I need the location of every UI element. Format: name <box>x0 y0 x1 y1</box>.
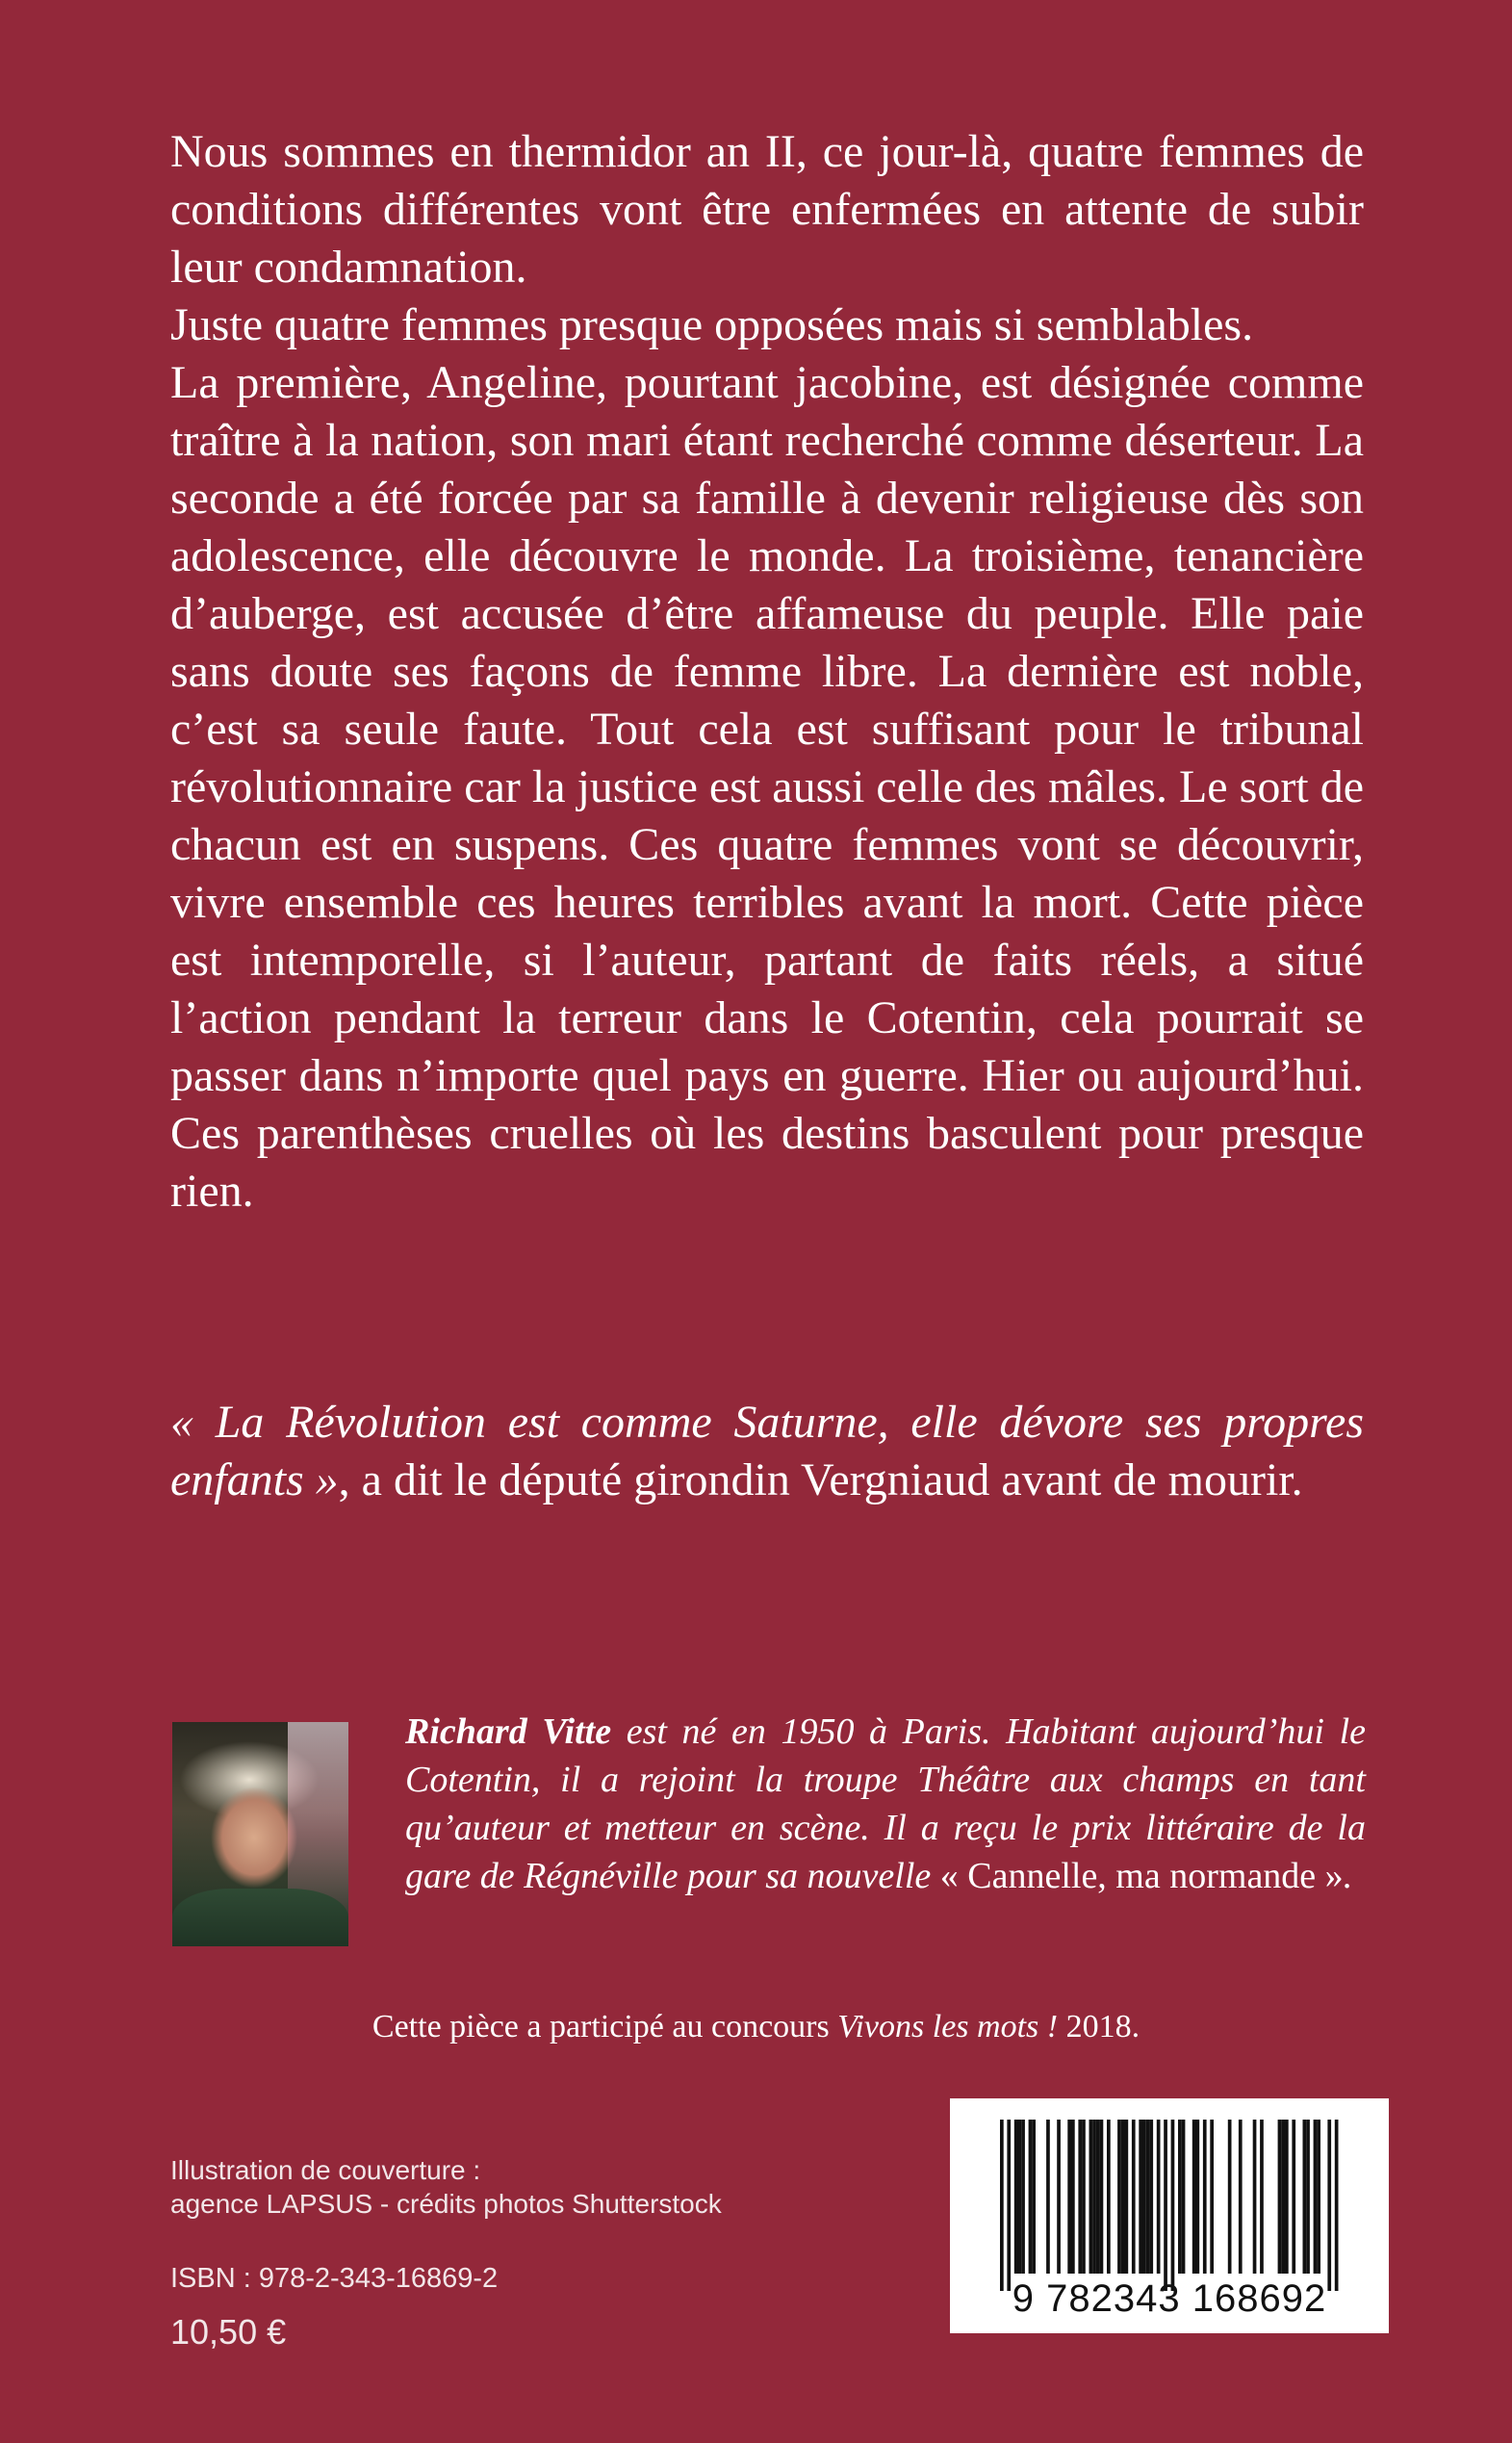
barcode-bar <box>1142 2120 1146 2274</box>
barcode-digits: 9 782343 168692 <box>1012 2277 1327 2320</box>
barcode-bar <box>1178 2120 1182 2274</box>
barcode-bar <box>1210 2120 1214 2274</box>
barcode-bar <box>1149 2120 1153 2274</box>
bio-story-title: « Cannelle, ma normande » <box>939 1856 1344 1896</box>
barcode-bar <box>1100 2120 1104 2274</box>
barcode-bar <box>1071 2120 1075 2274</box>
barcode-bar <box>1139 2120 1142 2274</box>
isbn: ISBN : 978-2-343-16869-2 <box>170 2263 499 2294</box>
barcode-bar <box>1306 2120 1310 2274</box>
author-bio <box>405 1708 1366 1900</box>
blurb-paragraph-2: Juste quatre femmes presque opposées mais si semblables. <box>170 299 1254 350</box>
barcode-bar <box>1096 2120 1100 2274</box>
quote-attribution: , a dit le député girondin Vergniaud avant de mourir. <box>338 1454 1303 1505</box>
barcode-bar <box>1335 2120 1339 2291</box>
barcode-bar <box>1107 2120 1111 2274</box>
barcode-bar <box>1196 2120 1200 2274</box>
barcode-bar <box>1260 2120 1264 2274</box>
credits-line-2: agence LAPSUS - crédits photos Shutterstock <box>170 2189 722 2219</box>
credits-line-1: Illustration de couverture : <box>170 2155 481 2185</box>
barcode-bar <box>1029 2120 1033 2274</box>
barcode-bar <box>1171 2120 1175 2291</box>
barcode-bar <box>1278 2120 1282 2274</box>
blurb-paragraph-1: Nous sommes en thermidor an II, ce jour-là, quatre femmes de conditions différentes vont être enfermées en attente de subir leur condamnation. <box>170 126 1364 293</box>
back-cover-blurb <box>170 123 1364 1221</box>
contest-note <box>0 2006 1512 2048</box>
barcode-bar <box>1203 2120 1207 2274</box>
barcode-bar <box>1303 2120 1307 2274</box>
barcode-bar <box>1021 2120 1025 2274</box>
cover-credits <box>170 2153 722 2221</box>
barcode-bar <box>1285 2120 1289 2274</box>
barcode-bar <box>1007 2120 1011 2291</box>
barcode-bar <box>1082 2120 1086 2274</box>
price: 10,50 € <box>170 2312 287 2352</box>
author-name: Richard Vitte <box>405 1711 612 1752</box>
barcode-bar <box>1032 2120 1036 2274</box>
barcode-bar <box>1067 2120 1071 2274</box>
barcode-bar <box>1292 2120 1295 2274</box>
barcode-bar <box>1092 2120 1096 2274</box>
barcode-bar <box>1146 2120 1150 2274</box>
barcode-bar <box>1000 2120 1004 2291</box>
barcode-bar <box>1057 2120 1061 2274</box>
barcode-bar <box>1253 2120 1257 2274</box>
barcode-bar <box>1164 2120 1167 2291</box>
barcode-bar <box>1182 2120 1186 2274</box>
contest-after: 2018. <box>1058 2009 1140 2044</box>
barcode-bar <box>1317 2120 1320 2274</box>
bio-end: . <box>1343 1856 1353 1896</box>
barcode-bar <box>1239 2120 1243 2274</box>
barcode-bar <box>1014 2120 1018 2274</box>
barcode-bar <box>1089 2120 1093 2274</box>
barcode-bar <box>1078 2120 1082 2274</box>
barcode-bar <box>1327 2120 1331 2291</box>
barcode-bar <box>1046 2120 1050 2274</box>
contest-before: Cette pièce a participé au concours <box>372 2009 838 2044</box>
barcode-bar <box>1018 2120 1022 2274</box>
barcode <box>950 2098 1389 2333</box>
barcode-bar <box>1121 2120 1125 2274</box>
contest-name: Vivons les mots ! <box>837 2009 1059 2044</box>
barcode-bar <box>1132 2120 1136 2274</box>
photo-shirt <box>172 1889 348 1946</box>
barcode-bar <box>1314 2120 1318 2274</box>
blurb-paragraph-3: La première, Angeline, pourtant jacobine, est désignée comme traître à la nation, son mari étant recherché comme déserteur. La seconde a été forcée par sa famille à devenir religieuse dès son adolescence, elle découvre le monde. La troisième, tenancière d’auberge, est accusée d’être affameuse du peuple. Elle paie sans doute ses façons de femme libre. La dernière est noble, c’est sa seule faute. Tout cela est suffisant pour le tribunal révolutionnaire car la justice est aussi celle des mâles. Le sort de chacun est en suspens. Ces quatre femmes vont se découvrir, vivre ensemble ces heures terribles avant la mort. Cette pièce est intemporelle, si l’auteur, partant de faits réels, a situé l’action pendant la terreur dans le Cotentin, cela pourrait se passer dans n’importe quel pays en guerre. Hier ou aujourd’hui. Ces parenthèses cruelles où les destins basculent pour presque rien. <box>170 357 1364 1217</box>
quote-italic: « La Révolution est comme Saturne, elle dévore ses propres enfants » <box>170 1397 1364 1505</box>
author-photo <box>172 1722 348 1946</box>
barcode-bar <box>1281 2120 1285 2274</box>
bio-text: est né en 1950 à Paris. Habitant aujourd’hui le Cotentin, il a rejoint la troupe Théâtre aux champs en tant qu’auteur et metteur en scène. Il a reçu le prix littéraire de la gare de Régnéville pour sa nouvelle <box>405 1711 1366 1896</box>
barcode-bar <box>1228 2120 1232 2274</box>
barcode-bar <box>1192 2120 1196 2274</box>
vergniaud-quote <box>170 1394 1364 1509</box>
barcode-bar <box>1157 2120 1161 2274</box>
barcode-bar <box>1125 2120 1129 2274</box>
barcode-bar <box>1117 2120 1121 2274</box>
